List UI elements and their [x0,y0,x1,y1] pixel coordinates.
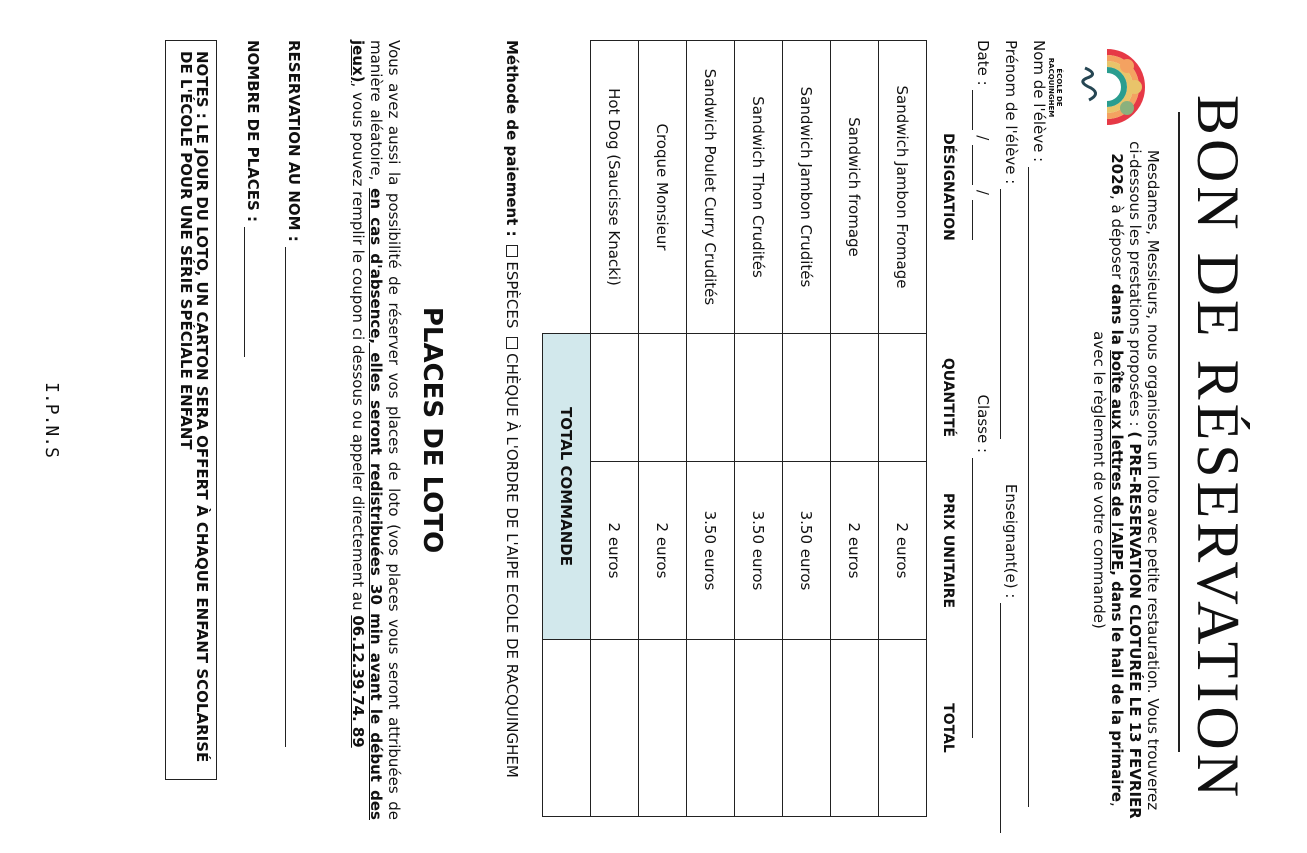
enseignant-input-line[interactable] [1000,603,1015,833]
total-cell[interactable] [639,640,687,817]
table-row [639,41,687,817]
designation-cell: Sandwich Thon Crudités [735,41,783,334]
order-table [542,40,970,817]
date-label: Date : [974,40,992,86]
ipns-mark: I.P.N.S [41,382,62,458]
designation-cell: Sandwich fromage [831,41,879,334]
date-month-line[interactable] [972,145,987,185]
phone-number: 06.12.39.74. 89 [349,615,367,748]
aipe-logo [1047,40,1167,135]
designation-cell: Sandwich Poulet Curry Crudités [687,41,735,334]
reservation-input-line[interactable] [285,247,300,747]
price-cell: 2 euros [639,462,687,640]
quantity-cell[interactable] [783,334,831,462]
intro-text: Mesdames, Messieurs, nous organisons un loto avec petite restauration. Vous trouverez ci-dessous les prestations proposées : ( PRE-RESERVATION CLOTURÉE LE 13 FEVRIER 2026, à déposer dans la boîte aux lettres de l'AIPE, dans le hall de la primaire, avec le règlement de votre commande) [1090,141,1162,819]
price-cell: 2 euros [879,462,927,640]
table-row [687,41,735,817]
checkbox-cheque[interactable] [506,337,518,349]
date-separator: / [974,189,992,195]
payment-method [503,40,521,800]
designation-cell: Sandwich Jambon Crudités [783,41,831,334]
table-row [783,41,831,817]
total-commande-cell[interactable] [543,640,591,817]
header-designation: DÉSIGNATION [940,133,957,241]
total-cell[interactable] [735,640,783,817]
prenom-label: Prénom de l'élève : [1002,40,1020,185]
logo-subtitle: ÉCOLE DE RACQUINGHEM [1047,57,1063,118]
quantity-cell[interactable] [735,334,783,462]
nom-label: Nom de l'élève : [1030,40,1048,163]
date-year-line[interactable] [972,200,987,240]
loto-text: Vous avez aussi la possibilité de réserver vos places de loto (vos places vous seront attribuées de manière aléatoire, en cas d'absence, elles seront redistribuées 30 min avant le début des jeux), vous pouvez remplir le coupon ci dessous ou appeler directement au 06.12.39.74. 89 [349,40,403,820]
price-cell: 2 euros [831,462,879,640]
header-total: TOTAL [940,703,957,753]
total-cell[interactable] [831,640,879,817]
places-field: NOMBRE DE PLACES : [244,40,262,760]
notes-box: NOTES : LE JOUR DU LOTO, UN CARTON SERA OFFERT À CHAQUE ENFANT SCOLARISÉ DE L'ÉCOLE POUR UNE SÉRIE SPÉCIALE ENFANT [165,40,217,780]
price-cell: 3.50 euros [687,462,735,640]
places-input-line[interactable] [244,227,259,357]
reservation-field: RESERVATION AU NOM : [285,40,303,760]
classe-label: Classe : [974,394,992,454]
option-especes: ESPÈCES [503,261,521,329]
total-commande-label: TOTAL COMMANDE [543,334,591,640]
quantity-cell[interactable] [879,334,927,462]
price-cell: 3.50 euros [783,462,831,640]
date-separator: / [974,135,992,141]
price-cell: 3.50 euros [735,462,783,640]
total-cell[interactable] [687,640,735,817]
classe-input-line[interactable] [972,458,987,738]
rainbow-logo-icon [1067,40,1167,135]
nom-input-line[interactable] [1028,167,1043,807]
quantity-cell[interactable] [639,334,687,462]
table-row [735,41,783,817]
loto-title: PLACES DE LOTO [417,306,447,554]
quantity-cell[interactable] [687,334,735,462]
total-cell[interactable] [591,640,639,817]
quantity-cell[interactable] [591,334,639,462]
enseignant-label: Enseignant(e) : [1002,483,1020,599]
payment-label: Méthode de paiement : [503,40,521,237]
option-cheque: CHÈQUE À L'ORDRE DE L'AIPE ECOLE DE RACQUINGHEM [503,353,521,778]
quantity-cell[interactable] [831,334,879,462]
price-cell: 2 euros [591,462,639,640]
title-underline [1178,112,1180,752]
header-prix: PRIX UNITAIRE [940,492,957,609]
prenom-input-line[interactable] [1000,189,1015,439]
table-row [591,41,639,817]
table-row [879,41,927,817]
designation-cell: Sandwich Jambon Fromage [879,41,927,334]
designation-cell: Croque Monsieur [639,41,687,334]
table-row [831,41,879,817]
designation-cell: Hot Dog (Saucisse Knacki) [591,41,639,334]
checkbox-especes[interactable] [506,245,518,257]
page-title: BON DE RÉSERVATION [1185,94,1251,802]
date-day-line[interactable] [972,90,987,130]
total-cell[interactable] [879,640,927,817]
total-row [543,41,591,817]
header-quantite: QUANTITÉ [940,357,957,438]
total-cell[interactable] [783,640,831,817]
